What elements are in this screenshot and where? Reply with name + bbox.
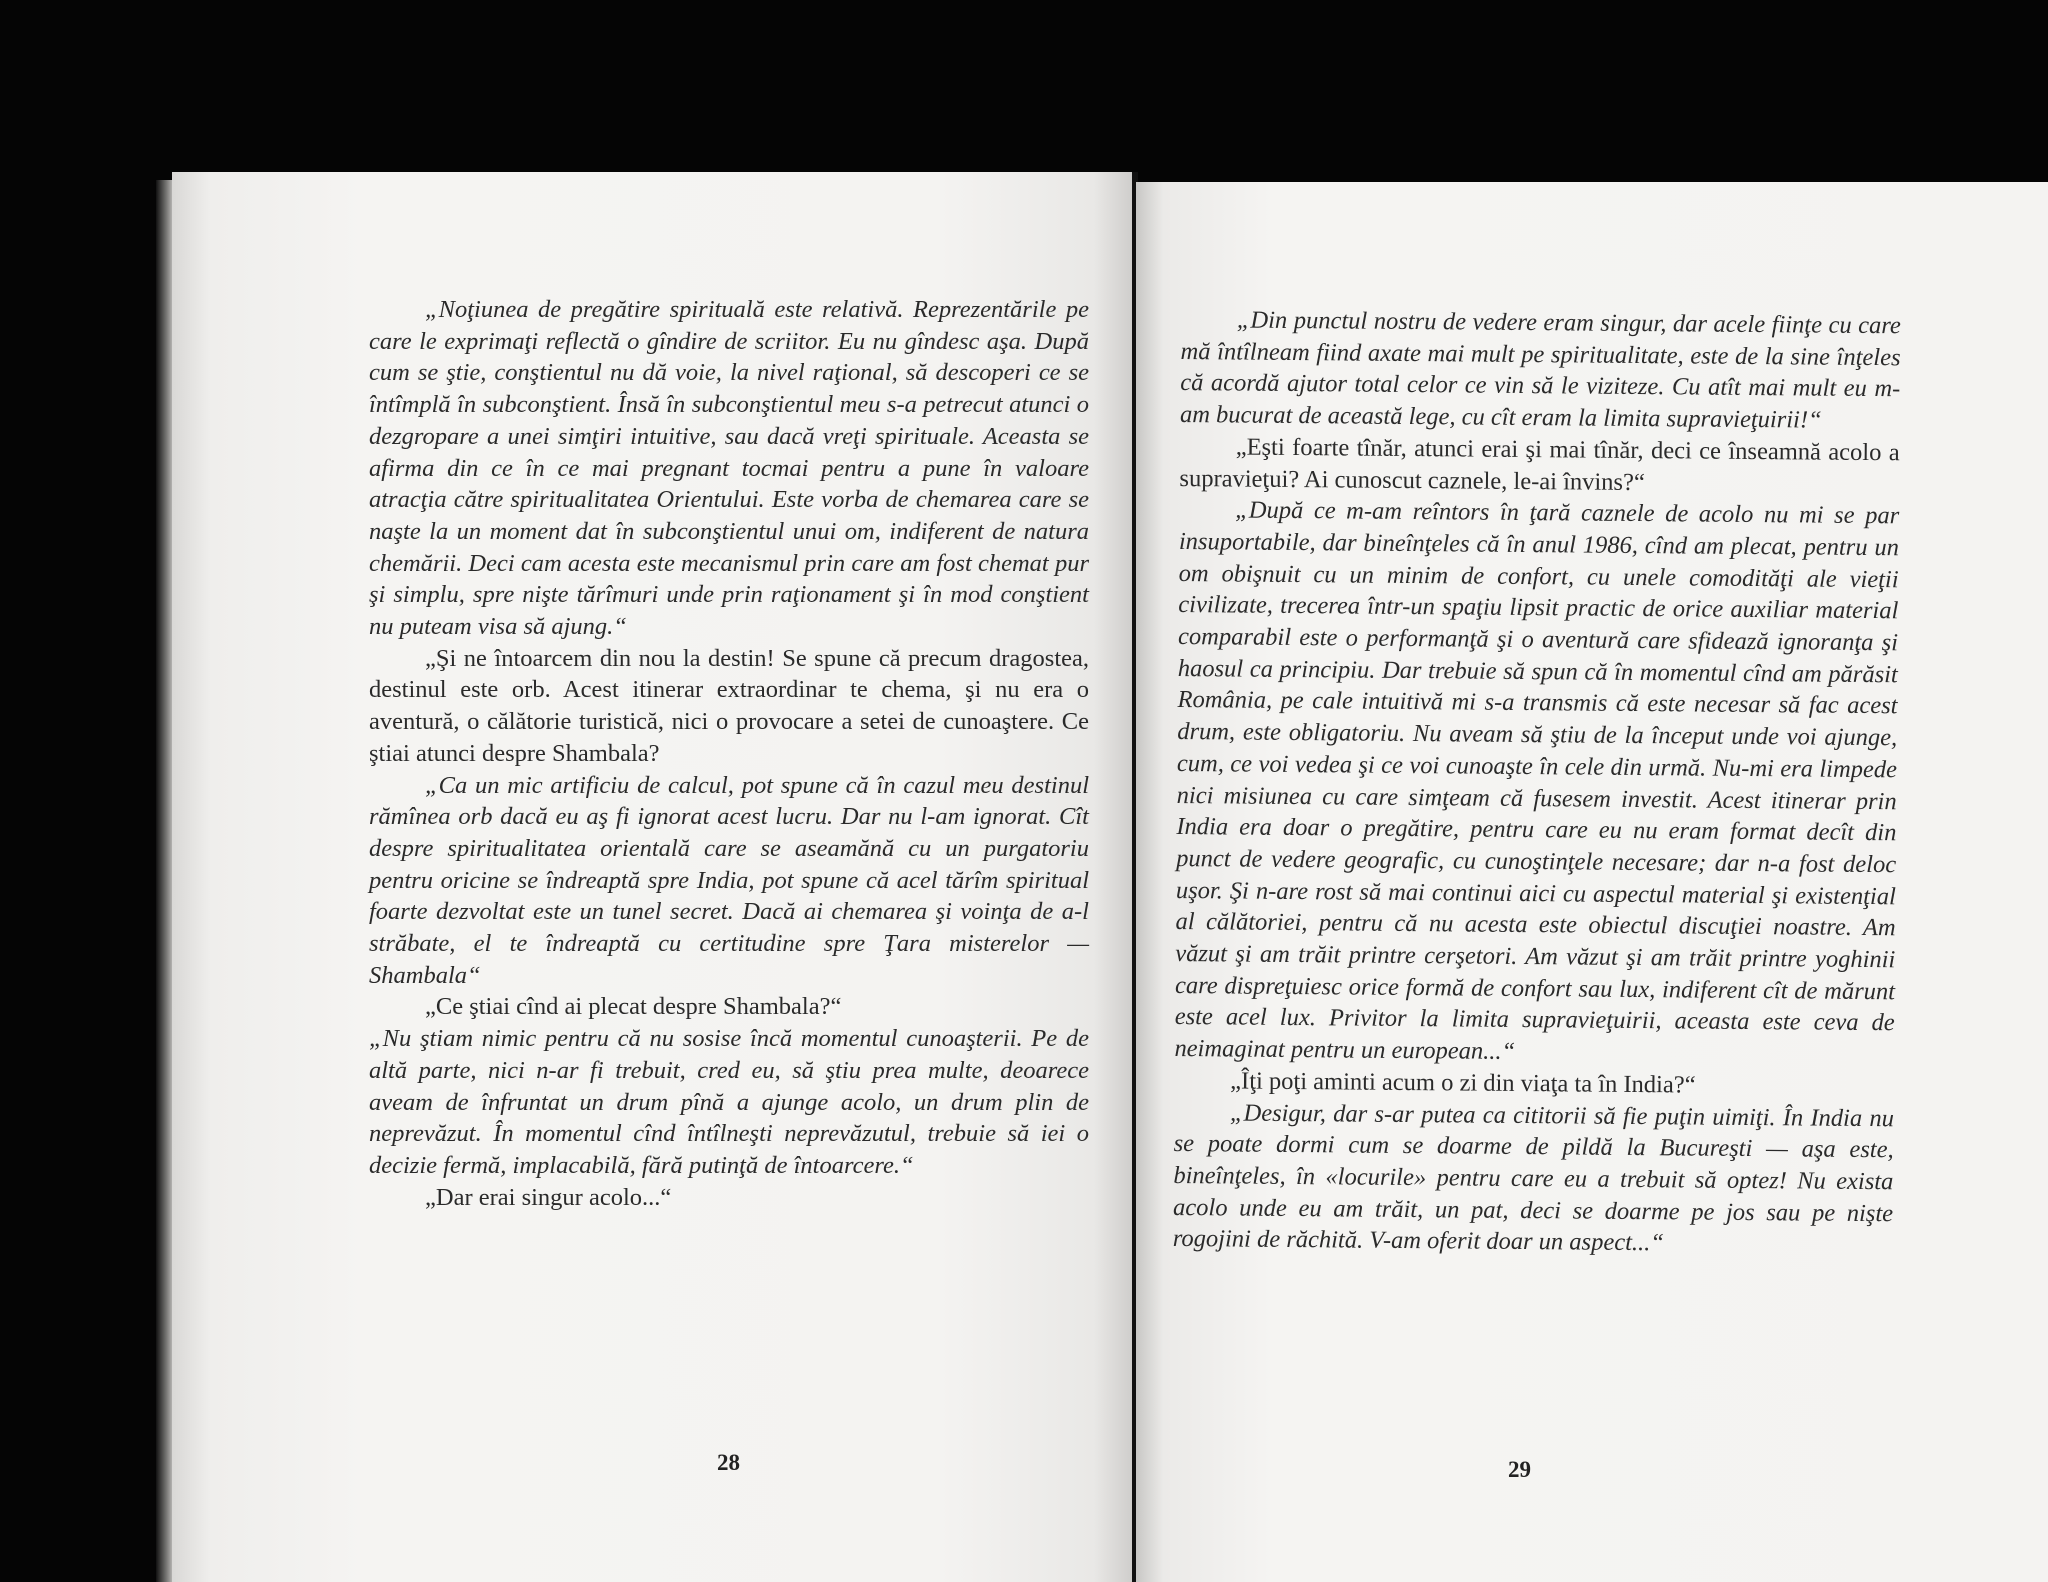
paragraph: „Din punctul nostru de vedere eram singur, dar acele fiinţe cu care mă întîlneam fiind axate mai mult pe spiritualitate, este de la sine înţeles că acordă ajutor total celor ce vin să le viziteze. Cu atît mai mult eu m-am bucurat de această lege, cu cît eram la limita supravieţuirii!“ [1179,306,1901,434]
page-number: 28 [717,1450,740,1475]
paragraph: „Desigur, dar s-ar putea ca cititorii să fie puţin uimiţi. În India nu se poate dormi cum se doarme de pildă la Bucureşti — aşa este, bineînţeles, în «locurile» pentru care eu a trebuit să optez! Nu exista acolo unde eu am trăit, un pat, deci se doarme pe jos sau pe nişte rogojini de răchită. V-am oferit doar un aspect...“ [1172,1099,1895,1257]
paragraph: „Nu ştiam nimic pentru că nu sosise încă momentul cunoaşterii. Pe de altă parte, nici n-ar fi trebuit, cred eu, să ştiu prea multe, deoarece aveam de înfruntat un drum pînă a ajunge acolo, un drum plin de neprevăzut. În momentul cînd întîlneşti neprevăzutul, trebuie să iei o decizie fermă, implacabilă, fără putinţă de întoarcere.“ [369,1025,1089,1179]
paragraph: „După ce m-am reîntors în ţară caznele de acolo nu mi se par insuportabile, dar bineînţeles că în anul 1986, cînd am plecat, pentru un om obişnuit cu un minim de confort, cu unele comodităţi ale vieţii civilizate, trecerea într-un spaţiu lipsit practic de orice auxiliar material comparabil este o performanţă şi o aventură care sfidează ignoranţa şi haosul ca principiu. Dar trebuie să spun că în momentul cînd am părăsit România, pe cale intuitivă mi s-a transmis că este necesar să fac acest drum, este obligatoriu. Nu aveam să ştiu de la început unde voi ajunge, cum, ce voi vedea şi ce voi cunoaşte în cele din urmă. Nu-mi era limpede nici misiunea cu care simţeam că fusesem investit. Acest itinerar prin India era doar o pregătire, pentru care eu nu eram format decît din punct de vedere geografic, cu cunoştinţele necesare; dar n-a fost deloc uşor. Şi n-are rost să mai continui aici cu aspectul material şi existenţial al călătoriei, pentru că nu acesta este obiectul discuţiei noastre. Am văzut şi am trăit printre cerşetori. Am văzut şi am trăit printre yoghinii care dispreţuiesc orice formă de confort sau lux, indiferent cît de mărunt este acel lux. Privitor la limita supravieţuirii, aceasta este ceva de neimaginat pentru un european...“ [1174,496,1900,1066]
right-page [1136,182,2048,1582]
right-page-text [1173,304,1901,1261]
page-number: 29 [1508,1457,1531,1482]
paragraph: „Eşti foarte tînăr, atunci erai şi mai tînăr, deci ce înseamnă acolo a supravieţui? Ai cunoscut caznele, le-ai învins?“ [1179,433,1900,496]
paragraph: „Şi ne întoarcem din nou la destin! Se spune că precum dragostea, destinul este orb. Acest itinerar extraordinar te chema, şi nu era o aventură, o călătorie turistică, nici o provocare a setei de cunoaştere. Ce ştiai atunci despre Shambala? [369,644,1089,767]
paragraph: „Ca un mic artificiu de calcul, pot spune că în cazul meu destinul rămînea orb dacă eu aş fi ignorat acest lucru. Dar nu l-am ignorat. Cît despre spiritualitatea orientală care se aseamănă cu un purgatoriu pentru oricine se îndreaptă spre India, pot spune că acel tărîm spiritual foarte dezvoltat este un tunel secret. Dacă ai chemarea şi voinţa de a-l străbate, el te îndreaptă cu certitudine spre Ţara misterelor — Shambala“ [369,771,1089,989]
left-page [172,172,1132,1582]
left-page-text [369,294,1089,1213]
paragraph: „Dar erai singur acolo...“ [425,1183,672,1211]
paragraph: „Îţi poţi aminti acum o zi din viaţa ta în India?“ [1230,1067,1696,1099]
paragraph: „Ce ştiai cînd ai plecat despre Shambala?“ [425,993,842,1021]
paragraph: „Noţiunea de pregătire spirituală este relativă. Reprezentările pe care le exprimaţi reflectă o gîndire de scriitor. Eu nu gîndesc aşa. După cum se ştie, conştientul nu dă voie, la nivel raţional, să descoperi ce se întîmplă în subconştient. Însă în subconştientul meu s-a petrecut atunci o dezgropare a unei simţiri intuitive, sau dacă vreţi spirituale. Aceasta se afirma din ce în ce mai pregnant tocmai pentru a pune în valoare atracţia către spiritualitatea Orientului. Este vorba de chemarea care se naşte la un moment dat în subconştientul unui om, indiferent de natura chemării. Deci cam acesta este mecanismul prin care am fost chemat pur şi simplu, spre nişte tărîmuri unde prin raţionament şi în mod conştient nu puteam visa să ajung.“ [369,296,1089,641]
